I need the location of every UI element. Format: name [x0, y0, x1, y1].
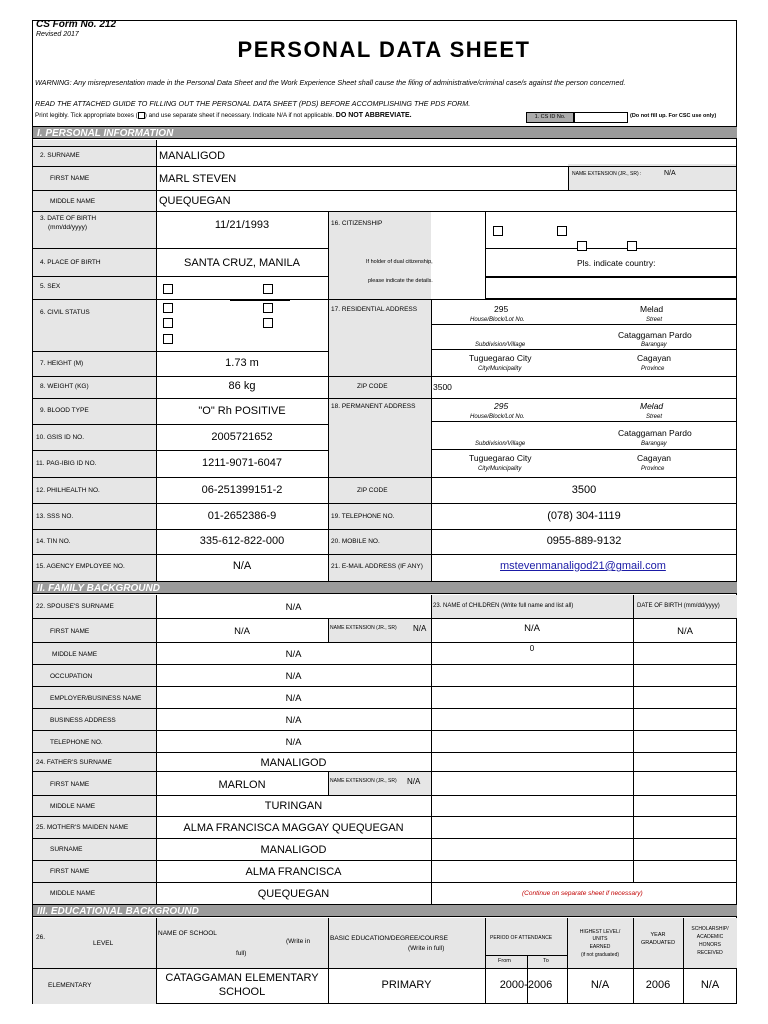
cs-id-field[interactable]	[574, 112, 628, 123]
tick-box-icon	[138, 112, 145, 119]
mother-middle-label: MIDDLE NAME	[50, 890, 96, 897]
form-revision: Revised 2017	[36, 31, 79, 38]
mobile-label: 20. MOBILE NO.	[331, 538, 380, 545]
mother-middle-value[interactable]: QUEQUEGAN	[257, 888, 330, 900]
from-header: From	[498, 958, 511, 964]
mother-first-value[interactable]: ALMA FRANCISCA	[245, 866, 342, 878]
dob-format: (mm/dd/yyyy)	[48, 224, 87, 231]
period-header: PERIOD OF ATTENDANCE	[490, 935, 553, 941]
pob-value[interactable]: SANTA CRUZ, MANILA	[184, 257, 300, 269]
perm-barangay[interactable]: Cataggaman Pardo	[618, 428, 692, 438]
by-birth-checkbox[interactable]	[577, 241, 587, 251]
honors-header-4: RECEIVED	[697, 950, 723, 956]
course-full-note: (Write in full)	[408, 945, 445, 952]
height-label: 7. HEIGHT (M)	[40, 360, 84, 367]
occupation-label: OCCUPATION	[50, 673, 93, 680]
civil-status-label: 6. CIVIL STATUS	[40, 309, 90, 316]
perm-zip-value[interactable]: 3500	[571, 484, 597, 496]
cs-id-label: 1. CS ID No.	[526, 112, 574, 123]
res-province[interactable]: Cagayan	[637, 353, 672, 363]
father-middle-label: MIDDLE NAME	[50, 803, 96, 810]
mobile-value[interactable]: 0955-889-9132	[546, 535, 622, 547]
spouse-telephone-label: TELEPHONE NO.	[50, 739, 103, 746]
education-row-school-2[interactable]: SCHOOL	[218, 986, 266, 998]
education-row-highest[interactable]: N/A	[590, 979, 610, 991]
spouse-telephone-value[interactable]: N/A	[285, 737, 302, 748]
father-ext-value[interactable]: N/A	[407, 777, 421, 786]
write-in-full-2: full)	[236, 950, 247, 957]
perm-barangay-caption: Barangay	[641, 441, 667, 447]
gsis-value[interactable]: 2005721652	[211, 431, 273, 443]
spouse-first-value[interactable]: N/A	[234, 626, 250, 637]
tin-value[interactable]: 335-612-822-000	[199, 535, 285, 547]
spouse-middle-label: MIDDLE NAME	[52, 651, 98, 658]
spouse-ext-value[interactable]: N/A	[413, 624, 427, 633]
father-middle-value[interactable]: TURINGAN	[264, 800, 323, 812]
mother-maiden-value[interactable]: ALMA FRANCISCA MAGGAY QUEQUEGAN	[183, 822, 404, 834]
mother-surname-label: SURNAME	[50, 846, 83, 853]
name-ext-bg	[568, 164, 736, 190]
section-educational-background: III. EDUCATIONAL BACKGROUND	[33, 904, 737, 917]
citizenship-label: 16. CITIZENSHIP	[331, 220, 383, 227]
pagibig-label: 11. PAG-IBIG ID NO.	[36, 460, 97, 467]
education-row-school-1[interactable]: CATAGGAMAN ELEMENTARY	[165, 972, 319, 984]
education-row-course[interactable]: PRIMARY	[381, 979, 432, 991]
year-header-1: YEAR	[650, 932, 666, 938]
res-province-caption: Province	[641, 366, 665, 372]
res-barangay-caption: Barangay	[641, 342, 667, 348]
dual-note-2: please indicate the details.	[368, 278, 433, 284]
child-dob-header: DATE OF BIRTH (mm/dd/yyyy)	[637, 603, 720, 609]
gsis-label: 10. GSIS ID NO.	[36, 434, 85, 441]
perm-zip-label: ZIP CODE	[357, 487, 388, 494]
email-label: 21. E-MAIL ADDRESS (IF ANY)	[331, 563, 423, 570]
pob-label: 4. PLACE OF BIRTH	[40, 259, 101, 266]
print-note-a: Print legibly. Tick appropriate boxes (	[35, 112, 138, 120]
occupation-value[interactable]: N/A	[285, 671, 302, 682]
res-zip-value[interactable]: 3500	[433, 382, 452, 392]
weight-label: 8. WEIGHT (KG)	[40, 383, 89, 390]
to-header: To	[543, 958, 549, 964]
course-header: BASIC EDUCATION/DEGREE/COURSE	[330, 935, 448, 942]
child-name-value[interactable]: N/A	[524, 623, 540, 634]
honors-header-1: SCHOLARSHIP/	[691, 926, 729, 932]
civil-married-checkbox[interactable]	[263, 303, 273, 313]
sss-label: 13. SSS NO.	[36, 513, 74, 520]
height-value[interactable]: 1.73 m	[225, 357, 259, 369]
education-row-level: ELEMENTARY	[48, 982, 92, 989]
sex-male-checkbox[interactable]	[163, 284, 173, 294]
children-header: 23. NAME of CHILDREN (Write full name and list all)	[433, 603, 574, 609]
spouse-surname-value[interactable]: N/A	[285, 602, 302, 613]
write-in-full-1: (Write in	[286, 938, 311, 945]
philhealth-value[interactable]: 06-251399151-2	[201, 484, 283, 496]
employer-label: EMPLOYER/BUSINESS NAME	[50, 695, 142, 702]
agency-value[interactable]: N/A	[232, 560, 252, 572]
education-row-year[interactable]: 2006	[645, 979, 671, 991]
perm-house[interactable]: 295	[494, 401, 509, 411]
res-house[interactable]: 295	[494, 304, 509, 314]
page-title: PERSONAL DATA SHEET	[237, 37, 531, 62]
education-row-honors[interactable]: N/A	[700, 979, 720, 991]
father-surname-label: 24. FATHER'S SURNAME	[36, 759, 112, 766]
perm-city-caption: City/Municipality	[478, 466, 522, 472]
business-address-label: BUSINESS ADDRESS	[50, 717, 116, 724]
pagibig-value[interactable]: 1211-9071-6047	[202, 457, 282, 469]
res-barangay[interactable]: Cataggaman Pardo	[618, 330, 692, 340]
email-link[interactable]: mstevenmanaligod21@gmail.com	[500, 560, 666, 572]
highest-header-4: (if not graduated)	[580, 952, 620, 958]
perm-province[interactable]: Cagayan	[637, 453, 672, 463]
res-subdivision-caption: Subdivision/Village	[475, 342, 526, 348]
mother-surname-value[interactable]: MANALIGOD	[260, 844, 327, 856]
surname-label: 2. SURNAME	[40, 152, 80, 159]
res-city-caption: City/Municipality	[478, 366, 522, 372]
dob-label: 3. DATE OF BIRTH	[40, 215, 97, 222]
mother-first-label: FIRST NAME	[50, 868, 90, 875]
first-name-label: FIRST NAME	[50, 175, 90, 182]
child-dob-value[interactable]: N/A	[677, 626, 693, 637]
honors-header-3: HONORS	[699, 942, 721, 948]
tin-label: 14. TIN NO.	[36, 538, 71, 545]
middle-name-value[interactable]: QUEQUEGAN	[159, 195, 231, 207]
residential-address-label: 17. RESIDENTIAL ADDRESS	[331, 306, 418, 313]
perm-city[interactable]: Tuguegarao City	[469, 453, 532, 463]
continue-note: (Continue on separate sheet if necessary)	[522, 890, 643, 897]
weight-value[interactable]: 86 kg	[228, 380, 256, 392]
res-house-caption: House/Block/Lot No.	[470, 317, 525, 323]
sex-female-checkbox[interactable]	[263, 284, 273, 294]
highest-header-1: HIGHEST LEVEL/	[579, 929, 621, 935]
school-name-header: NAME OF SCHOOL	[158, 930, 217, 937]
spouse-ext-label: NAME EXTENSION (JR., SR)	[330, 625, 397, 631]
father-ext-label: NAME EXTENSION (JR., SR)	[330, 778, 397, 784]
agency-label: 15. AGENCY EMPLOYEE NO.	[36, 563, 125, 570]
civil-widowed-checkbox[interactable]	[163, 318, 173, 328]
perm-house-caption: House/Block/Lot No.	[470, 414, 525, 420]
mother-maiden-label: 25. MOTHER'S MAIDEN NAME	[36, 824, 129, 831]
print-note	[35, 112, 412, 119]
perm-street[interactable]: Melad	[640, 401, 664, 411]
telephone-value[interactable]: (078) 304-1119	[547, 510, 621, 522]
warning-text: WARNING: Any misrepresentation made in the Personal Data Sheet and the Work Experience Sheet shall cause the filing of administrative/criminal case/s against the person concerned.	[35, 78, 626, 87]
country-field[interactable]	[485, 277, 737, 299]
civil-other-checkbox[interactable]	[163, 334, 173, 344]
telephone-label: 19. TELEPHONE NO.	[331, 513, 395, 520]
blood-type-value[interactable]: "O" Rh POSITIVE	[198, 405, 286, 417]
middle-name-label: MIDDLE NAME	[50, 198, 96, 205]
first-name-value[interactable]: MARL STEVEN	[159, 173, 237, 185]
spouse-first-label: FIRST NAME	[50, 628, 90, 635]
education-level-num: 26.	[36, 934, 46, 941]
section-family-background: II. FAMILY BACKGROUND	[33, 581, 737, 594]
child-extra-value[interactable]: 0	[529, 644, 535, 653]
do-not-abbreviate: DO NOT ABBREVIATE.	[335, 112, 412, 120]
sex-label: 5. SEX	[40, 283, 61, 290]
father-first-value[interactable]: MARLON	[218, 779, 266, 791]
label-column-bg-right	[328, 212, 431, 581]
res-street[interactable]: Melad	[640, 304, 664, 314]
by-naturalization-checkbox[interactable]	[627, 241, 637, 251]
civil-single-checkbox[interactable]	[163, 303, 173, 313]
dual-citizenship-checkbox[interactable]	[557, 226, 567, 236]
philhealth-label: 12. PHILHEALTH NO.	[36, 487, 100, 494]
business-address-value[interactable]: N/A	[285, 715, 302, 726]
dual-note-1: If holder of dual citizenship,	[366, 259, 433, 265]
dob-value[interactable]: 11/21/1993	[214, 219, 270, 231]
surname-value[interactable]: MANALIGOD	[159, 150, 226, 162]
father-surname-value[interactable]: MANALIGOD	[260, 757, 327, 769]
highest-header-3: EARNED	[589, 944, 611, 950]
education-row-period[interactable]: 2000-2006	[499, 979, 553, 991]
perm-province-caption: Province	[641, 466, 665, 472]
form-number: CS Form No. 212	[36, 19, 117, 30]
section-personal-information: I. PERSONAL INFORMATION	[33, 126, 737, 139]
spouse-middle-value[interactable]: N/A	[285, 649, 302, 660]
read-guide-text: READ THE ATTACHED GUIDE TO FILLING OUT THE PERSONAL DATA SHEET (PDS) BEFORE ACCOMPLISHING THE PDS FORM.	[35, 99, 471, 108]
name-ext-label: NAME EXTENSION (JR., SR) :	[572, 171, 642, 177]
res-street-caption: Street	[646, 317, 663, 323]
employer-value[interactable]: N/A	[285, 693, 302, 704]
year-header-2: GRADUATED	[640, 940, 676, 946]
res-city[interactable]: Tuguegarao City	[469, 353, 532, 363]
highest-header-2: UNITS	[592, 936, 608, 942]
honors-header-2: ACADEMIC	[696, 934, 724, 940]
country-note: Pls. indicate country:	[577, 258, 656, 268]
father-first-label: FIRST NAME	[50, 781, 90, 788]
csc-use-note: (Do not fill up. For CSC use only)	[630, 113, 717, 119]
name-ext-value[interactable]: N/A	[664, 170, 676, 177]
spouse-surname-label: 22. SPOUSE'S SURNAME	[36, 603, 114, 610]
civil-separated-checkbox[interactable]	[263, 318, 273, 328]
perm-subdivision-caption: Subdivision/Village	[475, 441, 526, 447]
sss-value[interactable]: 01-2652386-9	[207, 510, 277, 522]
perm-street-caption: Street	[646, 414, 663, 420]
print-note-b: ) and use separate sheet if necessary. Indicate N/A if not applicable.	[144, 112, 335, 120]
education-level-header: LEVEL	[93, 940, 114, 947]
education-header-bg	[33, 918, 737, 968]
permanent-address-label: 18. PERMANENT ADDRESS	[331, 403, 416, 410]
blood-type-label: 9. BLOOD TYPE	[40, 407, 89, 414]
filipino-checkbox[interactable]	[493, 226, 503, 236]
res-zip-label: ZIP CODE	[357, 383, 388, 390]
